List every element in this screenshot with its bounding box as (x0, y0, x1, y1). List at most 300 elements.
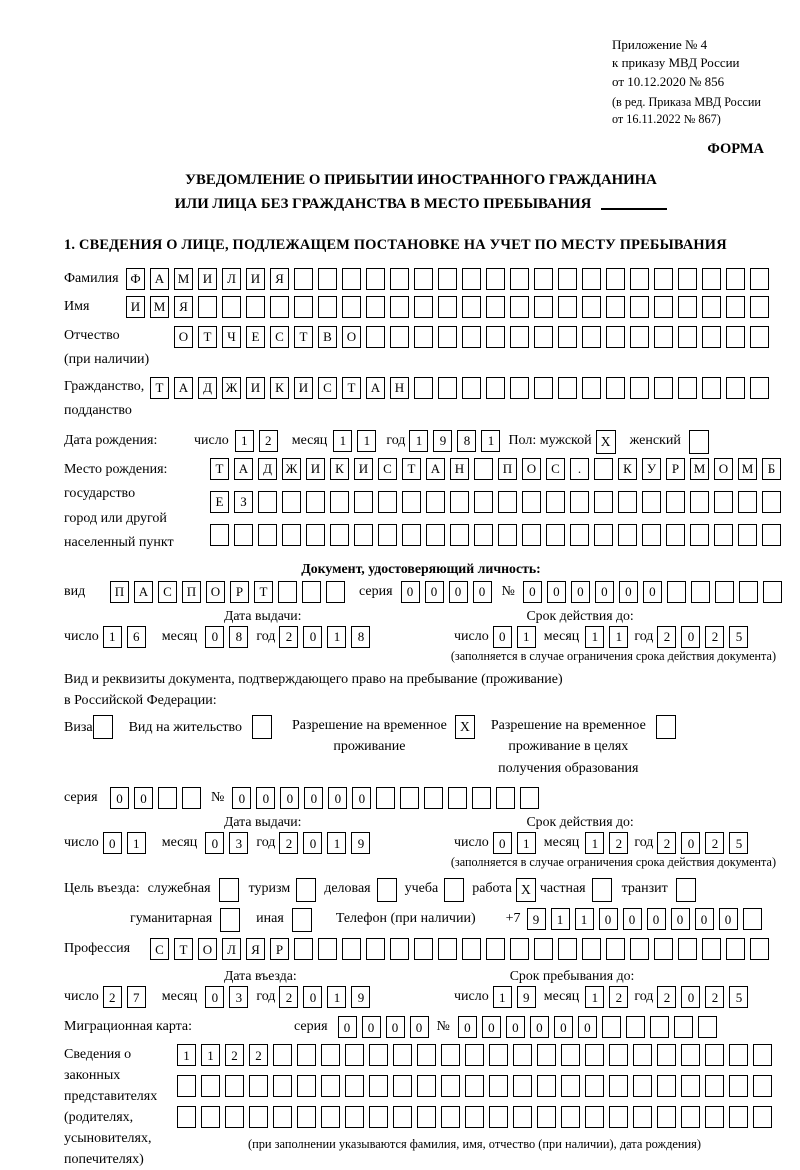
char-cell[interactable] (342, 296, 361, 318)
char-cell[interactable] (650, 1016, 669, 1038)
char-cell[interactable]: 0 (523, 581, 542, 603)
char-cell[interactable]: Л (222, 268, 241, 290)
char-cell[interactable] (258, 524, 277, 546)
char-cell[interactable] (249, 1106, 268, 1128)
char-cell[interactable]: Ч (222, 326, 241, 348)
char-cell[interactable] (750, 326, 769, 348)
char-cell[interactable]: 0 (303, 986, 322, 1008)
char-cell[interactable] (558, 268, 577, 290)
char-cell[interactable]: 0 (671, 908, 690, 930)
char-cell[interactable]: 1 (327, 832, 346, 854)
char-cell[interactable]: К (270, 377, 289, 399)
char-cell[interactable] (486, 268, 505, 290)
char-cell[interactable]: 0 (303, 626, 322, 648)
char-cell[interactable]: 0 (719, 908, 738, 930)
char-cell[interactable] (306, 524, 325, 546)
char-cell[interactable]: Р (666, 458, 685, 480)
char-cell[interactable] (726, 938, 745, 960)
char-cell[interactable] (678, 377, 697, 399)
char-cell[interactable]: А (174, 377, 193, 399)
char-cell[interactable] (390, 296, 409, 318)
char-cell[interactable]: 1 (551, 908, 570, 930)
char-cell[interactable]: 2 (103, 986, 122, 1008)
char-cell[interactable] (414, 377, 433, 399)
char-cell[interactable]: Т (210, 458, 229, 480)
char-cell[interactable] (450, 524, 469, 546)
char-cell[interactable]: 2 (279, 986, 298, 1008)
char-cell[interactable]: К (618, 458, 637, 480)
char-cell[interactable] (318, 268, 337, 290)
char-cell[interactable] (489, 1106, 508, 1128)
char-cell[interactable]: 1 (235, 430, 254, 452)
char-cell[interactable]: Е (246, 326, 265, 348)
char-cell[interactable]: 0 (410, 1016, 429, 1038)
char-cell[interactable]: С (158, 581, 177, 603)
rvp-checkbox[interactable]: X (455, 715, 475, 739)
char-cell[interactable] (414, 938, 433, 960)
char-cell[interactable] (585, 1106, 604, 1128)
char-cell[interactable] (438, 377, 457, 399)
char-cell[interactable]: 1 (103, 626, 122, 648)
char-cell[interactable]: 0 (386, 1016, 405, 1038)
char-cell[interactable]: О (342, 326, 361, 348)
char-cell[interactable]: А (234, 458, 253, 480)
char-cell[interactable]: Я (174, 296, 193, 318)
char-cell[interactable] (678, 268, 697, 290)
char-cell[interactable]: 1 (517, 626, 536, 648)
male-checkbox[interactable]: X (596, 430, 616, 454)
char-cell[interactable] (345, 1044, 364, 1066)
char-cell[interactable]: 0 (110, 787, 129, 809)
purpose-work-checkbox[interactable]: X (516, 878, 536, 902)
char-cell[interactable] (609, 1044, 628, 1066)
char-cell[interactable] (321, 1044, 340, 1066)
char-cell[interactable] (474, 458, 493, 480)
char-cell[interactable]: 9 (433, 430, 452, 452)
char-cell[interactable] (462, 377, 481, 399)
char-cell[interactable] (462, 326, 481, 348)
char-cell[interactable] (630, 377, 649, 399)
char-cell[interactable] (763, 581, 782, 603)
char-cell[interactable]: 6 (127, 626, 146, 648)
char-cell[interactable]: Т (150, 377, 169, 399)
char-cell[interactable] (537, 1044, 556, 1066)
char-cell[interactable] (182, 787, 201, 809)
purpose-other-checkbox[interactable] (292, 908, 312, 932)
char-cell[interactable]: 0 (205, 832, 224, 854)
char-cell[interactable] (246, 296, 265, 318)
char-cell[interactable] (753, 1075, 772, 1097)
char-cell[interactable]: 5 (729, 986, 748, 1008)
char-cell[interactable] (369, 1044, 388, 1066)
char-cell[interactable] (321, 1075, 340, 1097)
char-cell[interactable] (753, 1106, 772, 1128)
char-cell[interactable] (609, 1075, 628, 1097)
char-cell[interactable] (705, 1075, 724, 1097)
char-cell[interactable]: 0 (695, 908, 714, 930)
char-cell[interactable]: К (330, 458, 349, 480)
char-cell[interactable]: 1 (575, 908, 594, 930)
char-cell[interactable] (465, 1106, 484, 1128)
char-cell[interactable] (657, 1075, 676, 1097)
char-cell[interactable] (606, 268, 625, 290)
char-cell[interactable] (448, 787, 467, 809)
char-cell[interactable] (618, 524, 637, 546)
char-cell[interactable]: 1 (609, 626, 628, 648)
char-cell[interactable]: Т (402, 458, 421, 480)
char-cell[interactable] (630, 326, 649, 348)
char-cell[interactable] (369, 1106, 388, 1128)
char-cell[interactable]: 2 (225, 1044, 244, 1066)
char-cell[interactable]: . (570, 458, 589, 480)
char-cell[interactable]: 8 (229, 626, 248, 648)
char-cell[interactable] (582, 326, 601, 348)
purpose-transit-checkbox[interactable] (676, 878, 696, 902)
char-cell[interactable]: 0 (647, 908, 666, 930)
char-cell[interactable] (510, 938, 529, 960)
char-cell[interactable] (486, 938, 505, 960)
char-cell[interactable]: Р (270, 938, 289, 960)
char-cell[interactable] (366, 326, 385, 348)
char-cell[interactable] (400, 787, 419, 809)
char-cell[interactable] (321, 1106, 340, 1128)
char-cell[interactable] (354, 524, 373, 546)
char-cell[interactable]: 0 (547, 581, 566, 603)
char-cell[interactable] (681, 1106, 700, 1128)
female-checkbox[interactable] (689, 430, 709, 454)
char-cell[interactable]: 0 (681, 832, 700, 854)
char-cell[interactable] (486, 326, 505, 348)
char-cell[interactable]: 2 (249, 1044, 268, 1066)
char-cell[interactable]: 1 (517, 832, 536, 854)
char-cell[interactable]: 0 (362, 1016, 381, 1038)
char-cell[interactable] (474, 524, 493, 546)
char-cell[interactable]: 0 (103, 832, 122, 854)
char-cell[interactable] (630, 268, 649, 290)
char-cell[interactable] (273, 1106, 292, 1128)
char-cell[interactable] (294, 938, 313, 960)
char-cell[interactable]: С (318, 377, 337, 399)
char-cell[interactable] (378, 491, 397, 513)
char-cell[interactable]: 9 (351, 832, 370, 854)
char-cell[interactable] (633, 1075, 652, 1097)
char-cell[interactable]: Н (450, 458, 469, 480)
char-cell[interactable]: П (110, 581, 129, 603)
char-cell[interactable] (402, 524, 421, 546)
char-cell[interactable] (177, 1075, 196, 1097)
char-cell[interactable] (561, 1075, 580, 1097)
char-cell[interactable] (489, 1044, 508, 1066)
char-cell[interactable] (762, 524, 781, 546)
char-cell[interactable]: 1 (177, 1044, 196, 1066)
char-cell[interactable] (561, 1106, 580, 1128)
char-cell[interactable]: Ж (222, 377, 241, 399)
char-cell[interactable]: 1 (585, 832, 604, 854)
char-cell[interactable]: 2 (705, 626, 724, 648)
char-cell[interactable] (534, 377, 553, 399)
char-cell[interactable] (474, 491, 493, 513)
char-cell[interactable] (462, 938, 481, 960)
char-cell[interactable] (726, 296, 745, 318)
char-cell[interactable] (654, 268, 673, 290)
char-cell[interactable]: М (738, 458, 757, 480)
char-cell[interactable]: О (714, 458, 733, 480)
char-cell[interactable] (570, 524, 589, 546)
char-cell[interactable]: О (198, 938, 217, 960)
char-cell[interactable] (522, 524, 541, 546)
char-cell[interactable] (729, 1044, 748, 1066)
char-cell[interactable]: 2 (609, 986, 628, 1008)
char-cell[interactable]: 0 (205, 986, 224, 1008)
char-cell[interactable] (633, 1106, 652, 1128)
char-cell[interactable]: О (174, 326, 193, 348)
char-cell[interactable] (750, 938, 769, 960)
char-cell[interactable] (297, 1106, 316, 1128)
char-cell[interactable] (606, 326, 625, 348)
char-cell[interactable] (414, 326, 433, 348)
char-cell[interactable] (729, 1075, 748, 1097)
char-cell[interactable]: 0 (304, 787, 323, 809)
char-cell[interactable] (366, 268, 385, 290)
char-cell[interactable] (534, 296, 553, 318)
char-cell[interactable]: 0 (232, 787, 251, 809)
char-cell[interactable] (594, 491, 613, 513)
purpose-humanitarian-checkbox[interactable] (220, 908, 240, 932)
char-cell[interactable] (278, 581, 297, 603)
char-cell[interactable] (750, 268, 769, 290)
char-cell[interactable] (594, 458, 613, 480)
char-cell[interactable] (414, 296, 433, 318)
char-cell[interactable] (390, 326, 409, 348)
char-cell[interactable]: 0 (425, 581, 444, 603)
char-cell[interactable] (690, 524, 709, 546)
char-cell[interactable] (198, 296, 217, 318)
char-cell[interactable] (330, 524, 349, 546)
char-cell[interactable]: 1 (357, 430, 376, 452)
char-cell[interactable]: С (270, 326, 289, 348)
char-cell[interactable] (414, 268, 433, 290)
char-cell[interactable] (585, 1075, 604, 1097)
char-cell[interactable]: 1 (481, 430, 500, 452)
char-cell[interactable]: О (206, 581, 225, 603)
char-cell[interactable]: Я (246, 938, 265, 960)
char-cell[interactable] (561, 1044, 580, 1066)
char-cell[interactable] (762, 491, 781, 513)
char-cell[interactable]: 9 (351, 986, 370, 1008)
char-cell[interactable]: 0 (681, 986, 700, 1008)
char-cell[interactable] (330, 491, 349, 513)
char-cell[interactable] (582, 377, 601, 399)
char-cell[interactable] (702, 377, 721, 399)
char-cell[interactable] (249, 1075, 268, 1097)
char-cell[interactable] (210, 524, 229, 546)
purpose-commercial-checkbox[interactable] (377, 878, 397, 902)
char-cell[interactable]: М (150, 296, 169, 318)
char-cell[interactable]: 0 (493, 832, 512, 854)
char-cell[interactable] (369, 1075, 388, 1097)
char-cell[interactable]: 0 (619, 581, 638, 603)
char-cell[interactable]: 0 (449, 581, 468, 603)
char-cell[interactable]: 2 (657, 832, 676, 854)
char-cell[interactable] (582, 938, 601, 960)
char-cell[interactable] (702, 268, 721, 290)
char-cell[interactable] (345, 1106, 364, 1128)
char-cell[interactable] (424, 787, 443, 809)
char-cell[interactable]: И (354, 458, 373, 480)
char-cell[interactable] (546, 491, 565, 513)
char-cell[interactable] (201, 1075, 220, 1097)
char-cell[interactable] (222, 296, 241, 318)
char-cell[interactable]: 2 (657, 626, 676, 648)
char-cell[interactable] (273, 1044, 292, 1066)
char-cell[interactable] (546, 524, 565, 546)
char-cell[interactable] (642, 524, 661, 546)
char-cell[interactable] (513, 1044, 532, 1066)
char-cell[interactable] (342, 938, 361, 960)
char-cell[interactable] (510, 326, 529, 348)
char-cell[interactable]: А (426, 458, 445, 480)
char-cell[interactable] (705, 1044, 724, 1066)
char-cell[interactable] (282, 491, 301, 513)
char-cell[interactable] (426, 491, 445, 513)
char-cell[interactable] (393, 1106, 412, 1128)
char-cell[interactable] (626, 1016, 645, 1038)
char-cell[interactable] (510, 268, 529, 290)
char-cell[interactable]: З (234, 491, 253, 513)
char-cell[interactable]: Д (198, 377, 217, 399)
char-cell[interactable]: 2 (279, 626, 298, 648)
char-cell[interactable] (225, 1106, 244, 1128)
char-cell[interactable]: Я (270, 268, 289, 290)
char-cell[interactable] (393, 1075, 412, 1097)
char-cell[interactable]: Т (254, 581, 273, 603)
char-cell[interactable]: 0 (458, 1016, 477, 1038)
char-cell[interactable] (376, 787, 395, 809)
char-cell[interactable]: 3 (229, 832, 248, 854)
purpose-study-checkbox[interactable] (444, 878, 464, 902)
char-cell[interactable] (594, 524, 613, 546)
char-cell[interactable] (750, 296, 769, 318)
char-cell[interactable]: 0 (134, 787, 153, 809)
char-cell[interactable] (294, 268, 313, 290)
char-cell[interactable] (390, 938, 409, 960)
char-cell[interactable] (498, 491, 517, 513)
char-cell[interactable] (297, 1075, 316, 1097)
char-cell[interactable]: А (150, 268, 169, 290)
char-cell[interactable] (657, 1106, 676, 1128)
char-cell[interactable]: И (246, 268, 265, 290)
char-cell[interactable] (715, 581, 734, 603)
char-cell[interactable]: 0 (303, 832, 322, 854)
rvp-edu-checkbox[interactable] (656, 715, 676, 739)
char-cell[interactable] (393, 1044, 412, 1066)
char-cell[interactable]: 1 (409, 430, 428, 452)
char-cell[interactable]: Т (342, 377, 361, 399)
char-cell[interactable]: П (182, 581, 201, 603)
char-cell[interactable] (465, 1075, 484, 1097)
char-cell[interactable] (354, 491, 373, 513)
char-cell[interactable] (462, 296, 481, 318)
char-cell[interactable] (441, 1106, 460, 1128)
char-cell[interactable]: 0 (599, 908, 618, 930)
char-cell[interactable]: 0 (328, 787, 347, 809)
char-cell[interactable] (513, 1106, 532, 1128)
char-cell[interactable] (522, 491, 541, 513)
char-cell[interactable] (318, 938, 337, 960)
char-cell[interactable] (438, 268, 457, 290)
char-cell[interactable] (520, 787, 539, 809)
char-cell[interactable]: 0 (681, 626, 700, 648)
char-cell[interactable]: И (126, 296, 145, 318)
char-cell[interactable]: И (198, 268, 217, 290)
char-cell[interactable] (678, 326, 697, 348)
char-cell[interactable]: 0 (256, 787, 275, 809)
char-cell[interactable] (618, 491, 637, 513)
char-cell[interactable] (739, 581, 758, 603)
char-cell[interactable]: 8 (351, 626, 370, 648)
char-cell[interactable]: С (150, 938, 169, 960)
char-cell[interactable] (486, 296, 505, 318)
char-cell[interactable] (738, 524, 757, 546)
char-cell[interactable] (345, 1075, 364, 1097)
char-cell[interactable]: И (294, 377, 313, 399)
char-cell[interactable] (326, 581, 345, 603)
char-cell[interactable]: 1 (585, 626, 604, 648)
char-cell[interactable] (606, 938, 625, 960)
char-cell[interactable]: 5 (729, 832, 748, 854)
char-cell[interactable] (465, 1044, 484, 1066)
char-cell[interactable] (462, 268, 481, 290)
char-cell[interactable]: Н (390, 377, 409, 399)
char-cell[interactable] (726, 326, 745, 348)
char-cell[interactable] (438, 296, 457, 318)
char-cell[interactable]: 0 (643, 581, 662, 603)
char-cell[interactable] (510, 296, 529, 318)
char-cell[interactable] (441, 1044, 460, 1066)
char-cell[interactable]: Д (258, 458, 277, 480)
char-cell[interactable]: 0 (338, 1016, 357, 1038)
char-cell[interactable] (258, 491, 277, 513)
char-cell[interactable]: 0 (554, 1016, 573, 1038)
char-cell[interactable] (472, 787, 491, 809)
char-cell[interactable] (678, 938, 697, 960)
char-cell[interactable] (633, 1044, 652, 1066)
char-cell[interactable]: В (318, 326, 337, 348)
char-cell[interactable] (297, 1044, 316, 1066)
char-cell[interactable] (750, 377, 769, 399)
char-cell[interactable]: 1 (585, 986, 604, 1008)
char-cell[interactable] (753, 1044, 772, 1066)
char-cell[interactable]: 8 (457, 430, 476, 452)
char-cell[interactable] (489, 1075, 508, 1097)
char-cell[interactable]: 0 (205, 626, 224, 648)
char-cell[interactable] (302, 581, 321, 603)
char-cell[interactable]: 2 (657, 986, 676, 1008)
char-cell[interactable]: Б (762, 458, 781, 480)
char-cell[interactable] (582, 268, 601, 290)
char-cell[interactable] (714, 491, 733, 513)
char-cell[interactable]: 3 (229, 986, 248, 1008)
char-cell[interactable]: 1 (327, 626, 346, 648)
char-cell[interactable]: Ж (282, 458, 301, 480)
char-cell[interactable] (177, 1106, 196, 1128)
char-cell[interactable] (702, 296, 721, 318)
char-cell[interactable]: И (306, 458, 325, 480)
char-cell[interactable]: 0 (571, 581, 590, 603)
char-cell[interactable]: 9 (517, 986, 536, 1008)
char-cell[interactable]: И (246, 377, 265, 399)
char-cell[interactable] (417, 1075, 436, 1097)
